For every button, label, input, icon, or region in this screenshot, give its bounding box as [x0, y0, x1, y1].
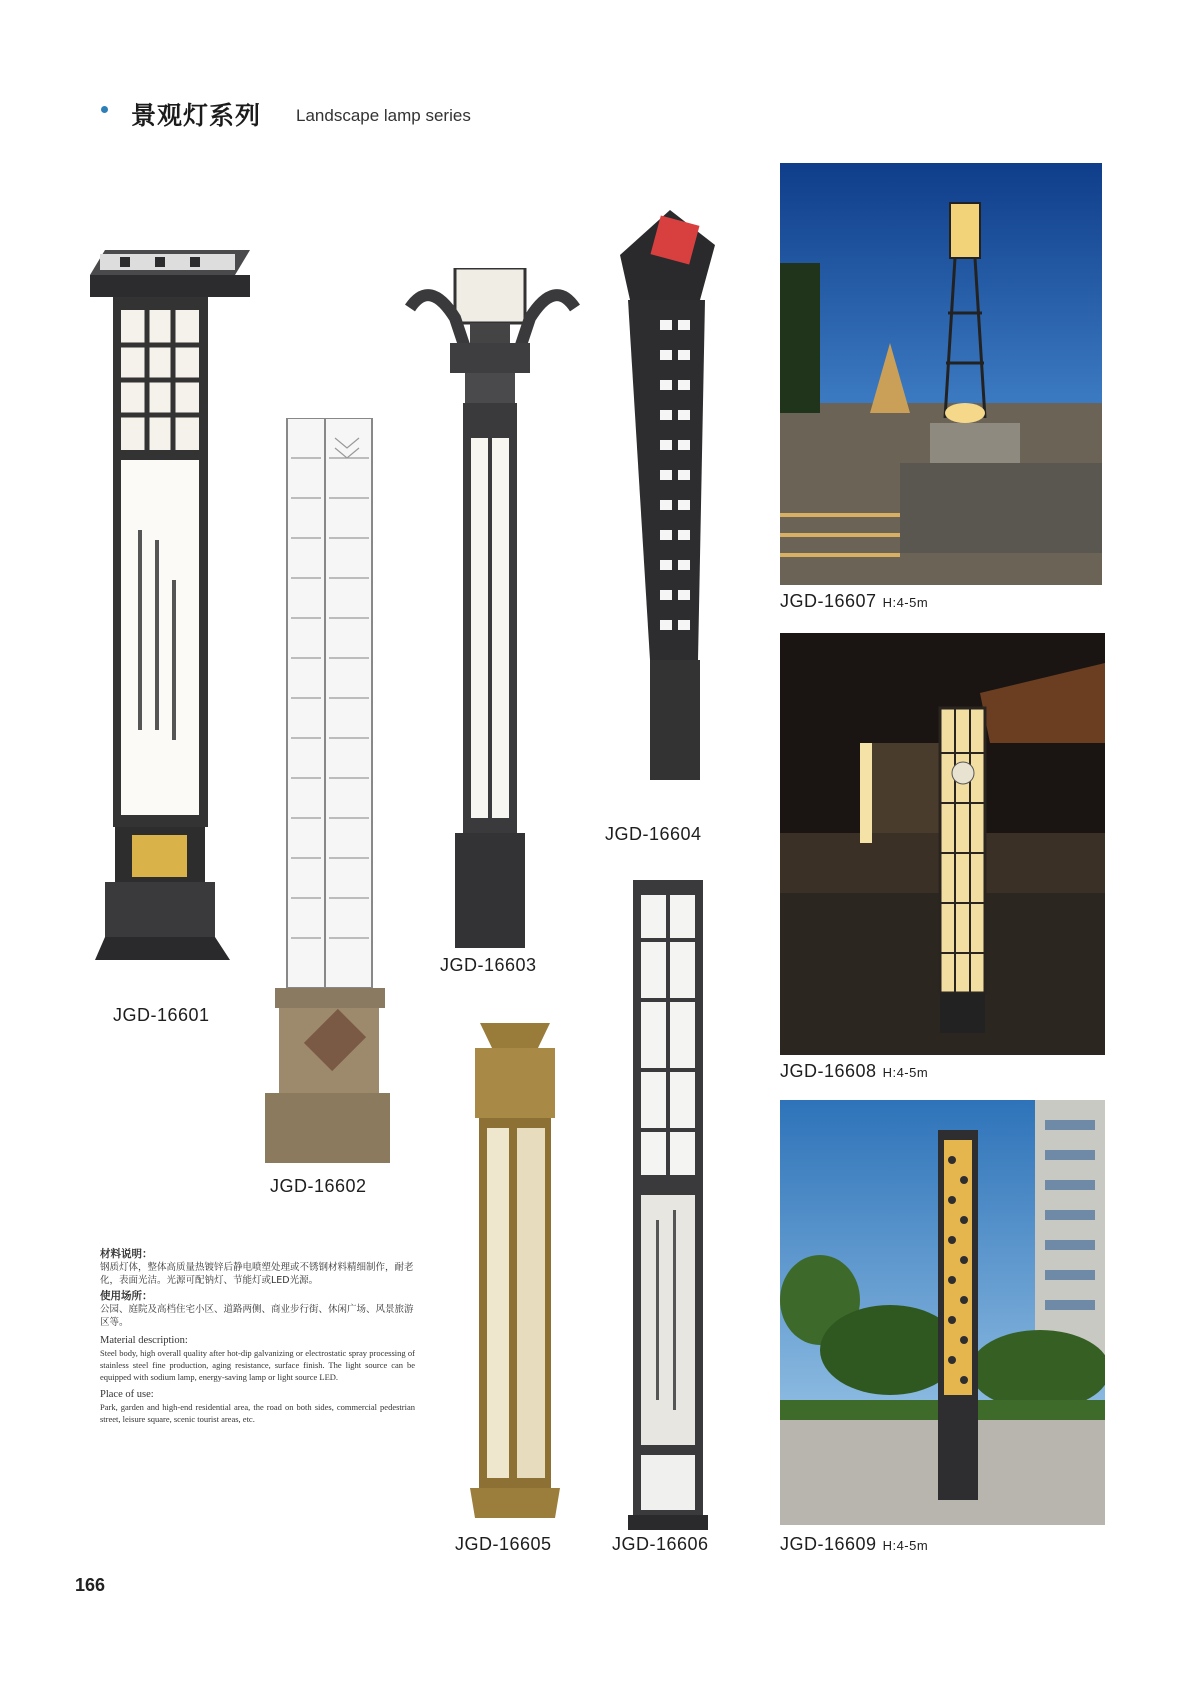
product-label [612, 1534, 709, 1555]
lamp-16604-image [610, 210, 720, 790]
lamp-16603-image [405, 268, 580, 948]
product-model: JGD-16601 [113, 1005, 210, 1025]
material-en-heading: Material description: [100, 1335, 188, 1346]
material-en-text: Steel body, high overall quality after hot-dip galvanizing or electrostatic spray processing of stainless steel fine production, aging resistance, surface finish. The light source can be equipped with sodium lamp, energy-saving lamp or light source LED. [100, 1348, 415, 1382]
material-cn-text: 钢质灯体，整体高质量热镀锌后静电喷塑处理或不锈钢材料精细制作，耐老化，表面光洁。光源可配钠灯、节能灯或LED光源。 [100, 1262, 414, 1286]
product-model: JGD-16608 [780, 1061, 877, 1081]
product-height: H:4-5m [882, 1065, 929, 1080]
page-number: 166 [75, 1575, 106, 1595]
page-title-cn: 景观灯系列 [131, 101, 262, 130]
product-label [270, 1176, 367, 1197]
lamp-16606-image [628, 880, 713, 1530]
product-model: JGD-16604 [605, 824, 702, 844]
product-model: JGD-16603 [440, 955, 537, 975]
product-height: H:4-5m [882, 1538, 929, 1553]
product-label [440, 955, 537, 976]
lamp-16605-image [465, 1018, 565, 1528]
product-label [780, 1061, 928, 1082]
usage-cn-text: 公园、庭院及高档住宅小区、道路两侧、商业步行街、休闲广场、风景旅游区等。 [100, 1304, 414, 1328]
lamp-16602-image [265, 418, 400, 1163]
photo-16607 [780, 163, 1102, 585]
product-height: H:4-5m [882, 595, 929, 610]
product-model: JGD-16609 [780, 1534, 877, 1554]
product-model: JGD-16606 [612, 1534, 709, 1554]
product-label [113, 1005, 210, 1026]
page-title-en: Landscape lamp series [296, 106, 471, 125]
title-bullet [101, 106, 108, 113]
photo-16609 [780, 1100, 1105, 1525]
product-model: JGD-16602 [270, 1176, 367, 1196]
description-block [100, 1245, 415, 1425]
photo-16608 [780, 633, 1105, 1055]
usage-en-heading: Place of use: [100, 1389, 154, 1400]
product-label [780, 591, 928, 612]
product-model: JGD-16605 [455, 1534, 552, 1554]
usage-cn-heading: 使用场所： [100, 1290, 153, 1302]
usage-en-text: Park, garden and high-end residential area, the road on both sides, commercial pedestrian street, leisure square, scenic tourist areas, etc. [100, 1402, 415, 1424]
material-cn-heading: 材料说明： [100, 1248, 153, 1260]
lamp-16601-image [80, 240, 255, 1000]
product-label [455, 1534, 552, 1555]
product-label [605, 824, 702, 845]
product-label [780, 1534, 928, 1555]
product-model: JGD-16607 [780, 591, 877, 611]
